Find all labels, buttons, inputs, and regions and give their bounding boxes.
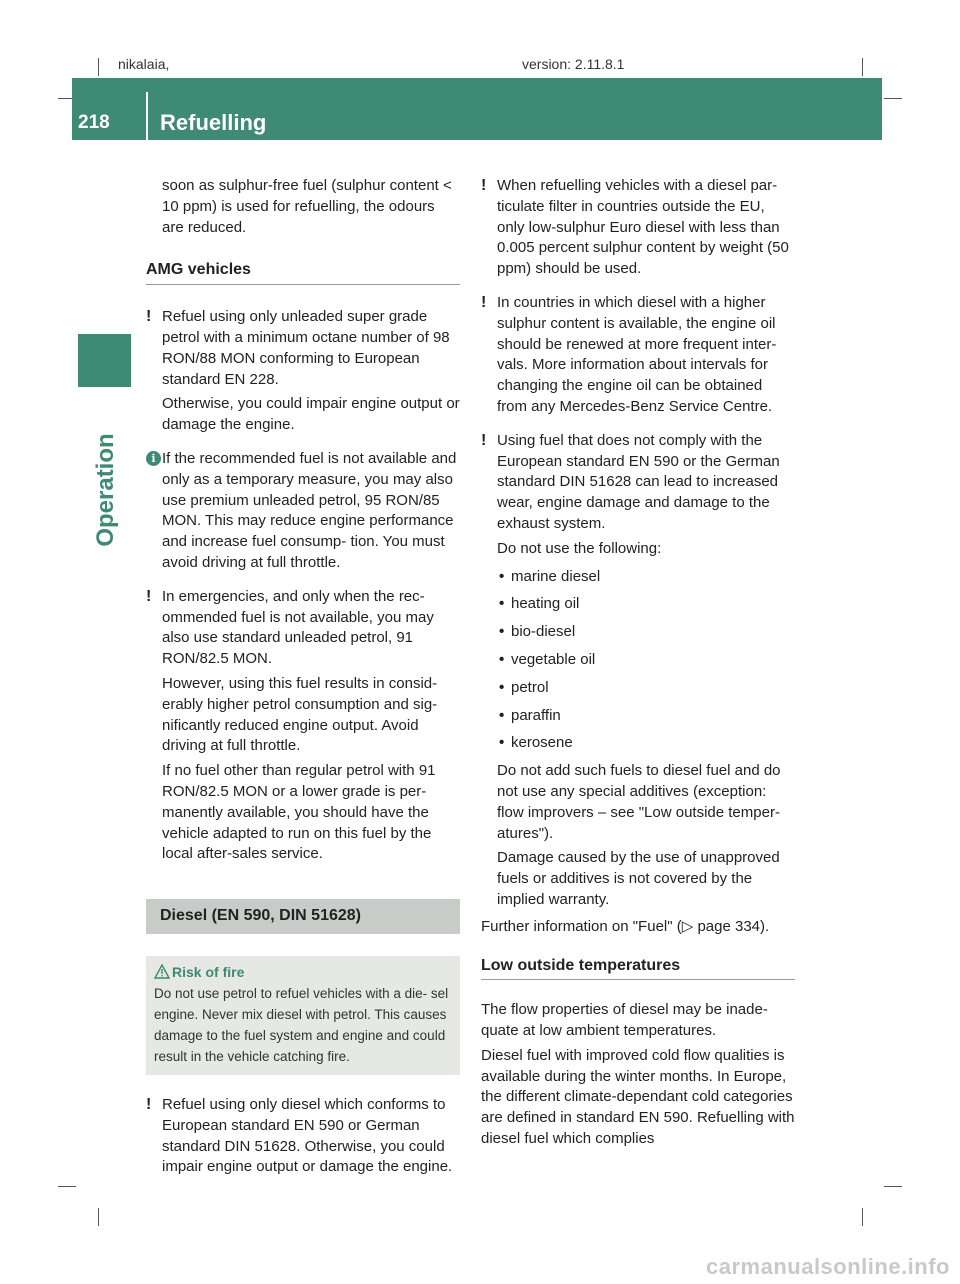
- list-item: [497, 678, 795, 699]
- list-item: [497, 567, 795, 588]
- print-slug-left: nikalaia,: [118, 56, 170, 72]
- info-note: [146, 449, 460, 574]
- warning-box: [146, 956, 460, 1075]
- crop-mark: [98, 1208, 99, 1226]
- note-text: Using fuel that does not comply with the European standard EN 590 or the German standard DIN 51628 can lead to increased wear, engine damage and damage to the exhaust system.: [497, 431, 780, 532]
- further-info-text: Further information on "Fuel" (: [481, 917, 682, 935]
- warning-triangle-icon: [154, 964, 170, 979]
- note-text: In emergencies, and only when the rec- ommended fuel is not available, you may also use standard unleaded petrol, 91 RON/82.5 MON.: [162, 587, 434, 668]
- exclamation-icon: !: [146, 308, 152, 326]
- sidebar-label: Operation: [92, 433, 119, 547]
- bullet-icon: •: [499, 595, 505, 613]
- info-text: If the recommended fuel is not available and only as a temporary measure, you may also use premium unleaded petrol, 95 RON/85 MON. This may reduce engine performance and increase fuel consump- tion. You must avoid driving at full throttle.: [162, 449, 457, 571]
- watermark: carmanualsonline.info: [706, 1254, 950, 1279]
- note-text: Otherwise, you could impair engine output or damage the engine.: [162, 395, 460, 434]
- right-column: [481, 176, 795, 1150]
- exclamation-icon: !: [146, 587, 152, 605]
- caution-note: [481, 431, 795, 911]
- left-column: [146, 176, 460, 1178]
- further-info-page[interactable]: page 334).: [693, 917, 770, 935]
- list-item: [497, 733, 795, 754]
- list-item-text: bio-diesel: [511, 623, 576, 641]
- diesel-heading: Diesel (EN 590, DIN 51628): [146, 899, 460, 934]
- header-separator: [146, 92, 148, 140]
- note-text: If no fuel other than regular petrol with 91 RON/82.5 MON or a lower grade is per- manently available, you should have the vehicle adapted to run on this fuel by the local after-sales service.: [162, 762, 436, 863]
- crop-mark: [862, 58, 863, 76]
- page-ref-arrow-icon: ▷: [681, 917, 694, 935]
- warning-title: [154, 962, 452, 983]
- exclamation-icon: !: [481, 293, 487, 311]
- note-text: In countries in which diesel with a higher sulphur content is available, the engine oil should be renewed at more frequent inter- vals. More information about intervals for changing the engine oil can be obtained from any Mercedes-Benz Service Centre.: [497, 293, 777, 415]
- crop-mark: [884, 98, 902, 99]
- bullet-icon: •: [499, 623, 505, 641]
- low-temp-paragraph: The flow properties of diesel may be inade- quate at low ambient temperatures.: [481, 1001, 768, 1040]
- list-item-text: marine diesel: [511, 567, 601, 585]
- exclamation-icon: !: [481, 431, 487, 449]
- crop-mark: [884, 1186, 902, 1187]
- low-temp-paragraph: Diesel fuel with improved cold flow qualities is available during the winter months. In Europe, the different climate-dependant cold categories are defined in standard EN 590. Refuelling with diesel fuel which complies: [481, 1046, 795, 1148]
- list-item-text: vegetable oil: [511, 650, 596, 668]
- note-text: Refuel using only unleaded super grade petrol with a minimum octane number of 98 RON/88 MON conforming to European standard EN 228.: [162, 308, 450, 388]
- list-item: [497, 650, 795, 671]
- sidebar-tab: [78, 334, 131, 387]
- crop-mark: [98, 58, 99, 76]
- crop-mark: [58, 1186, 76, 1187]
- note-text: However, using this fuel results in consid- erably higher petrol consumption and sig- nificantly reduced engine output. Avoid driving at full throttle.: [162, 674, 438, 755]
- note-text: When refuelling vehicles with a diesel par- ticulate filter in countries outside the EU, only low-sulphur Euro diesel with less than 0.005 percent sulphur content by weight (50 ppm) should be used.: [497, 177, 789, 278]
- amg-heading: AMG vehicles: [146, 260, 460, 285]
- note-text: Do not use the following:: [497, 539, 662, 557]
- further-info: [481, 917, 795, 938]
- note-text: Refuel using only diesel which conforms to European standard EN 590 or German standard DIN 51628. Otherwise, you could impair engine output or damage the engine.: [162, 1095, 453, 1176]
- low-temp-heading: Low outside temperatures: [481, 956, 795, 981]
- print-slug-right: version: 2.11.8.1: [522, 56, 625, 72]
- note-text: Damage caused by the use of unapproved fuels or additives is not covered by the implied warranty.: [497, 849, 780, 908]
- list-item-text: petrol: [511, 678, 549, 696]
- bullet-icon: •: [499, 734, 505, 752]
- caution-note: [146, 307, 460, 436]
- note-text: Do not add such fuels to diesel fuel and do not use any special additives (exception: flow improvers – see "Low outside temper- atures").: [497, 762, 781, 842]
- bullet-icon: •: [499, 678, 505, 696]
- exclamation-icon: !: [146, 1095, 152, 1113]
- caution-note: [146, 587, 460, 865]
- intro-paragraph: soon as sulphur-free fuel (sulphur content < 10 ppm) is used for refuelling, the odours are reduced.: [162, 177, 452, 236]
- list-item-text: kerosene: [511, 734, 573, 752]
- caution-note: [146, 1095, 460, 1178]
- bullet-icon: •: [499, 567, 505, 585]
- bullet-icon: •: [499, 706, 505, 724]
- list-item: [497, 706, 795, 727]
- warning-text: Do not use petrol to refuel vehicles with a die- sel engine. Never mix diesel with petrol. This causes damage to the fuel system and engine and could result in the vehicle catching fire.: [154, 985, 449, 1064]
- list-item: [497, 622, 795, 643]
- list-item-text: heating oil: [511, 595, 580, 613]
- crop-mark: [862, 1208, 863, 1226]
- section-title: Refuelling: [160, 110, 267, 135]
- caution-note: [481, 293, 795, 418]
- list-item: [497, 594, 795, 615]
- warning-title-text: Risk of fire: [172, 963, 245, 980]
- exclamation-icon: !: [481, 177, 487, 194]
- caution-note: [481, 176, 795, 280]
- bullet-icon: •: [499, 650, 505, 668]
- info-icon: i: [146, 451, 161, 466]
- list-item-text: paraffin: [511, 706, 561, 724]
- page-number: 218: [78, 112, 110, 133]
